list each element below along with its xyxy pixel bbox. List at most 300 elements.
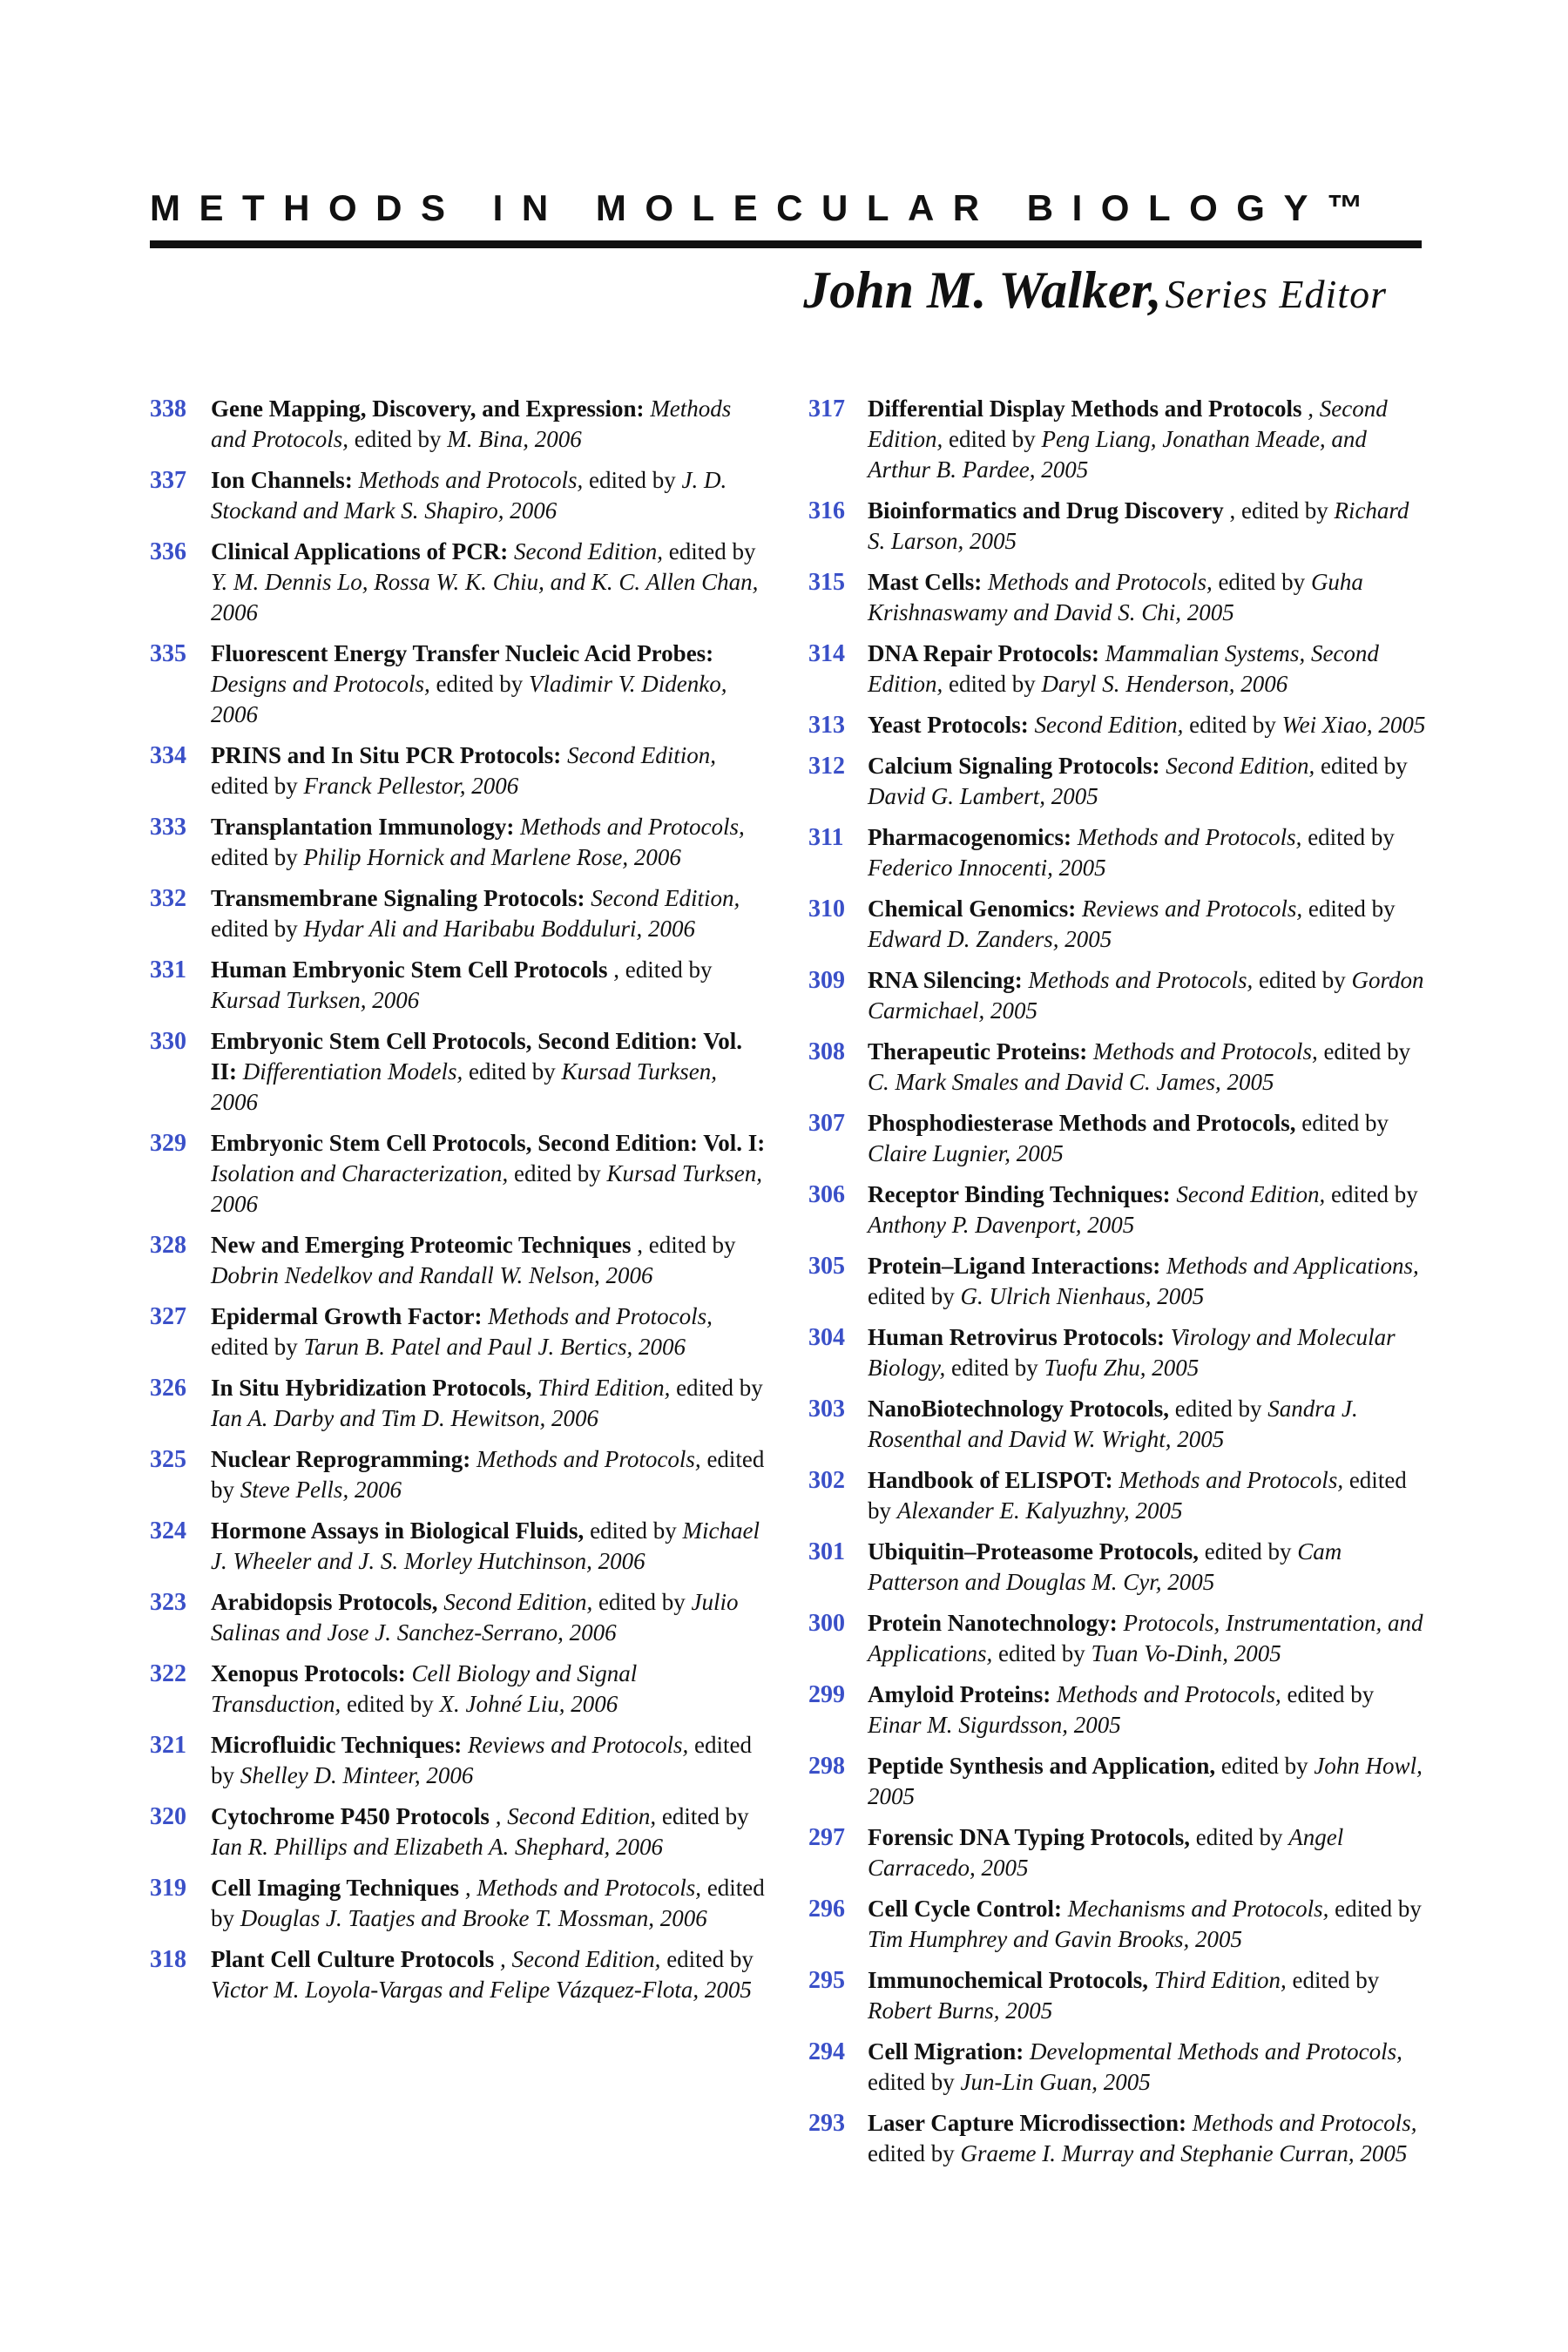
volume-number: 297 — [808, 1824, 845, 1851]
volume-subtitle: Reviews and Protocols, — [468, 1732, 689, 1758]
volume-subtitle: Second Edition, — [1166, 753, 1315, 779]
volume-text — [868, 751, 1427, 812]
volume-title: Fluorescent Energy Transfer Nucleic Acid Probes: — [211, 640, 714, 666]
volume-subtitle: Second Edition, — [1176, 1181, 1326, 1207]
volume-subtitle: Second Edition, — [443, 1589, 593, 1615]
right-column — [808, 394, 1427, 2180]
edited-by-label: edited by — [1259, 967, 1346, 993]
volume-editors: M. Bina, 2006 — [447, 426, 582, 452]
series-title: METHODS IN MOLECULAR BIOLOGY™ — [150, 187, 1382, 228]
volume-editors: G. Ulrich Nienhaus, 2005 — [960, 1283, 1205, 1309]
volume-title: Clinical Applications of PCR: — [211, 538, 509, 564]
edited-by-label: edited by — [211, 1334, 298, 1360]
volume-number: 311 — [808, 824, 844, 851]
volume-number: 310 — [808, 896, 845, 923]
volume-entry — [808, 567, 1427, 628]
volume-title: Gene Mapping, Discovery, and Expression: — [211, 395, 645, 422]
volume-subtitle: Designs and Protocols, — [211, 671, 430, 697]
volume-text — [868, 1251, 1427, 1312]
edited-by-label: , edited by — [637, 1232, 736, 1258]
volume-editors: Kursad Turksen, 2006 — [211, 1058, 718, 1115]
edited-by-label: edited by — [211, 773, 298, 799]
volume-title: Immunochemical Protocols, — [868, 1967, 1148, 1993]
volume-entry — [150, 812, 768, 873]
volume-title: Arabidopsis Protocols, — [211, 1589, 438, 1615]
header-rule — [150, 240, 1422, 248]
volume-text — [868, 1037, 1427, 1098]
volume-number: 331 — [150, 956, 186, 983]
edited-by-label: edited by — [1331, 1181, 1418, 1207]
volume-title: Microfluidic Techniques: — [211, 1732, 463, 1758]
edited-by-label: edited by — [514, 1160, 601, 1186]
volume-entry — [150, 1516, 768, 1577]
edited-by-label: edited by — [211, 916, 298, 942]
volume-number: 325 — [150, 1446, 186, 1473]
edited-by-label: edited by — [951, 1355, 1038, 1381]
volume-subtitle: Isolation and Characterization, — [211, 1160, 509, 1186]
volume-entry — [808, 639, 1427, 700]
volume-editors: Tuofu Zhu, 2005 — [1044, 1355, 1200, 1381]
volume-subtitle: Methods and Protocols, — [1028, 967, 1254, 993]
volume-text — [211, 1230, 768, 1291]
volume-text — [868, 567, 1427, 628]
volume-text — [211, 812, 768, 873]
volume-entry — [808, 2037, 1427, 2098]
volume-subtitle: , Methods and Protocols, — [464, 1875, 702, 1901]
volume-subtitle: Methods and Protocols, — [1057, 1681, 1281, 1707]
volume-subtitle: Protocols, Instrumentation, and Applications, — [868, 1610, 1423, 1666]
volume-entry — [808, 1394, 1427, 1455]
volume-title: DNA Repair Protocols: — [868, 640, 1099, 666]
volume-editors: Graeme I. Murray and Stephanie Curran, 2005 — [960, 2140, 1408, 2166]
volume-number: 303 — [808, 1396, 845, 1423]
volume-editors: David G. Lambert, 2005 — [868, 783, 1098, 809]
edited-by-label: edited by — [211, 1732, 752, 1788]
volume-text — [868, 394, 1427, 485]
volume-entry — [808, 394, 1427, 485]
volume-title: Peptide Synthesis and Application, — [868, 1753, 1216, 1779]
volume-editors: John Howl, 2005 — [868, 1753, 1423, 1809]
volume-number: 293 — [808, 2110, 845, 2137]
volume-title: New and Emerging Proteomic Techniques — [211, 1232, 632, 1258]
series-header — [150, 187, 1422, 321]
volume-number: 332 — [150, 885, 186, 912]
volume-entry — [808, 822, 1427, 883]
volume-title: Laser Capture Microdissection: — [868, 2110, 1186, 2136]
volume-title: Receptor Binding Techniques: — [868, 1181, 1171, 1207]
volume-editors: Sandra J. Rosenthal and David W. Wright, 2005 — [868, 1396, 1358, 1452]
volume-entry — [808, 2108, 1427, 2169]
volume-entry — [150, 1730, 768, 1791]
volume-text — [211, 1944, 768, 2005]
volume-title: Yeast Protocols: — [868, 712, 1029, 738]
volume-text — [211, 1128, 768, 1220]
volume-editors: Wei Xiao, 2005 — [1281, 712, 1426, 738]
edited-by-label: edited by — [666, 1946, 754, 1972]
volume-number: 299 — [808, 1681, 845, 1708]
volume-editors: Federico Innocenti, 2005 — [868, 855, 1106, 881]
volume-title: Protein Nanotechnology: — [868, 1610, 1118, 1636]
volume-subtitle: Virology and Molecular Biology, — [868, 1324, 1396, 1381]
volume-text — [211, 1444, 768, 1505]
edited-by-label: edited by — [676, 1375, 763, 1401]
volume-editors: Gordon Carmichael, 2005 — [868, 967, 1424, 1024]
volume-title: Human Embryonic Stem Cell Protocols — [211, 956, 608, 983]
volume-text — [211, 1301, 768, 1362]
edited-by-label: edited by — [589, 467, 676, 493]
volume-entry — [808, 965, 1427, 1026]
volume-number: 337 — [150, 467, 186, 494]
volume-title: Therapeutic Proteins: — [868, 1038, 1088, 1064]
edited-by-label: edited by — [347, 1691, 434, 1717]
volume-editors: Claire Lugnier, 2005 — [868, 1140, 1064, 1166]
edited-by-label: edited by — [1301, 1110, 1389, 1136]
volume-title: Mast Cells: — [868, 569, 983, 595]
volume-editors: Guha Krishnaswamy and David S. Chi, 2005 — [868, 569, 1363, 625]
volume-text — [868, 1179, 1427, 1240]
volume-editors: Anthony P. Davenport, 2005 — [868, 1212, 1135, 1238]
volume-entry — [150, 639, 768, 730]
edited-by-label: edited by — [868, 2069, 955, 2095]
volume-text — [868, 894, 1427, 955]
volume-entry — [150, 883, 768, 944]
edited-by-label: edited by — [1218, 569, 1306, 595]
volume-editors: Ian R. Phillips and Elizabeth A. Shephard, 2006 — [211, 1834, 663, 1860]
volume-text — [211, 639, 768, 730]
edited-by-label: edited by — [211, 1446, 765, 1503]
volume-entry — [150, 1373, 768, 1434]
volume-number: 318 — [150, 1946, 186, 1973]
volume-subtitle: Methods and Protocols, — [476, 1446, 701, 1472]
volume-entry — [150, 1026, 768, 1118]
volume-number: 317 — [808, 395, 845, 422]
volume-number: 319 — [150, 1875, 186, 1902]
volume-number: 295 — [808, 1967, 845, 1994]
edited-by-label: edited by — [668, 538, 756, 564]
volume-subtitle: Methods and Protocols, — [1077, 824, 1302, 850]
volume-editors: Victor M. Loyola-Vargas and Felipe Vázquez-Flota, 2005 — [211, 1977, 752, 2003]
volume-number: 335 — [150, 640, 186, 667]
volume-title: Ion Channels: — [211, 467, 353, 493]
volume-entry — [150, 955, 768, 1016]
volume-number: 313 — [808, 712, 845, 739]
volume-number: 302 — [808, 1467, 845, 1494]
volume-editors: Douglas J. Taatjes and Brooke T. Mossman, 2006 — [240, 1905, 707, 1931]
volume-number: 314 — [808, 640, 845, 667]
volume-editors: Julio Salinas and Jose J. Sanchez-Serrano, 2006 — [211, 1589, 739, 1646]
volume-text — [868, 822, 1427, 883]
volume-title: Cell Imaging Techniques — [211, 1875, 460, 1901]
volume-number: 328 — [150, 1232, 186, 1259]
edited-by-label: edited by — [211, 1875, 765, 1931]
volume-entry — [150, 465, 768, 526]
volume-number: 320 — [150, 1803, 186, 1830]
edited-by-label: edited by — [436, 671, 524, 697]
volume-editors: Cam Patterson and Douglas M. Cyr, 2005 — [868, 1538, 1342, 1595]
volume-title: Transplantation Immunology: — [211, 814, 515, 840]
volume-number: 312 — [808, 753, 845, 780]
volume-text — [868, 2108, 1427, 2169]
edited-by-label: edited by — [868, 1283, 955, 1309]
volume-entry — [150, 1659, 768, 1720]
volume-title: Cell Cycle Control: — [868, 1896, 1062, 1922]
edited-by-label: edited by — [868, 2140, 955, 2166]
volume-subtitle: Second Edition, — [567, 742, 717, 768]
editor-role: Series Editor — [1165, 272, 1387, 316]
volume-subtitle: , Second Edition, — [495, 1803, 657, 1829]
volume-title: Plant Cell Culture Protocols — [211, 1946, 495, 1972]
volume-entry — [808, 751, 1427, 812]
volume-title: Embryonic Stem Cell Protocols, Second Edition: Vol. II: — [211, 1028, 743, 1085]
volume-editors: X. Johné Liu, 2006 — [439, 1691, 618, 1717]
volume-text — [868, 1608, 1427, 1669]
volume-subtitle: Methods and Protocols, — [488, 1303, 713, 1329]
volume-title: Bioinformatics and Drug Discovery — [868, 497, 1224, 524]
volume-entry — [150, 394, 768, 455]
volume-subtitle: Methods and Protocols, — [987, 569, 1213, 595]
volume-entry — [808, 496, 1427, 557]
volume-title: Epidermal Growth Factor: — [211, 1303, 483, 1329]
volume-text — [211, 394, 768, 455]
edited-by-label: edited by — [868, 1467, 1407, 1524]
edited-by-label: edited by — [1174, 1396, 1262, 1422]
volume-entry — [808, 1680, 1427, 1740]
volume-entry — [150, 1873, 768, 1934]
volume-editors: Daryl S. Henderson, 2006 — [1041, 671, 1288, 697]
volume-number: 300 — [808, 1610, 845, 1637]
volume-editors: Edward D. Zanders, 2005 — [868, 926, 1112, 952]
volume-entry — [808, 1465, 1427, 1526]
volume-subtitle: Methods and Protocols, — [211, 395, 732, 452]
volume-entry — [808, 1322, 1427, 1383]
volume-text — [211, 1873, 768, 1934]
left-column — [150, 394, 768, 2016]
volume-text — [868, 710, 1427, 740]
edited-by-label: edited by — [998, 1640, 1085, 1666]
edited-by-label: edited by — [1308, 896, 1396, 922]
volume-text — [868, 1965, 1427, 2026]
edited-by-label: edited by — [1204, 1538, 1292, 1565]
volume-editors: Shelley D. Minteer, 2006 — [240, 1762, 474, 1788]
editor-name: John M. Walker, — [803, 261, 1162, 319]
volume-number: 308 — [808, 1038, 845, 1065]
volume-editors: Tim Humphrey and Gavin Brooks, 2005 — [868, 1926, 1242, 1952]
volume-number: 338 — [150, 395, 186, 422]
volume-editors: J. D. Stockand and Mark S. Shapiro, 2006 — [211, 467, 727, 524]
volume-entry — [808, 1037, 1427, 1098]
volume-subtitle: Methods and Protocols, — [520, 814, 745, 840]
volume-editors: Y. M. Dennis Lo, Rossa W. K. Chiu, and K. C. Allen Chan, 2006 — [211, 569, 759, 625]
volume-title: Forensic DNA Typing Protocols, — [868, 1824, 1191, 1850]
volume-title: Human Retrovirus Protocols: — [868, 1324, 1165, 1350]
volume-title: Ubiquitin–Proteasome Protocols, — [868, 1538, 1199, 1565]
volume-text — [868, 639, 1427, 700]
volume-title: Cell Migration: — [868, 2038, 1024, 2065]
volume-number: 336 — [150, 538, 186, 565]
volume-title: Transmembrane Signaling Protocols: — [211, 885, 585, 911]
edited-by-label: edited by — [1220, 1753, 1308, 1779]
volume-text — [868, 1894, 1427, 1955]
volume-entry — [808, 710, 1427, 740]
volume-text — [211, 465, 768, 526]
volume-number: 309 — [808, 967, 845, 994]
volume-number: 327 — [150, 1303, 186, 1330]
volume-number: 305 — [808, 1253, 845, 1280]
volume-text — [868, 496, 1427, 557]
volume-title: PRINS and In Situ PCR Protocols: — [211, 742, 562, 768]
volume-text — [211, 1373, 768, 1434]
volume-title: Hormone Assays in Biological Fluids, — [211, 1517, 585, 1544]
volume-title: Protein–Ligand Interactions: — [868, 1253, 1161, 1279]
edited-by-label: edited by — [661, 1803, 749, 1829]
volume-subtitle: , Second Edition, — [868, 395, 1388, 452]
volume-title: Phosphodiesterase Methods and Protocols, — [868, 1110, 1296, 1136]
volume-editors: Robert Burns, 2005 — [868, 1997, 1053, 2024]
edited-by-label: edited by — [1287, 1681, 1375, 1707]
volume-editors: Vladimir V. Didenko, 2006 — [211, 671, 727, 727]
volume-text — [868, 1322, 1427, 1383]
volume-text — [211, 883, 768, 944]
volume-number: 315 — [808, 569, 845, 596]
volume-text — [211, 1587, 768, 1648]
volume-text — [211, 537, 768, 628]
volume-text — [868, 2037, 1427, 2098]
volume-text — [868, 1680, 1427, 1740]
volume-subtitle: Methods and Protocols, — [1119, 1467, 1344, 1493]
volume-text — [211, 955, 768, 1016]
volume-editors: Franck Pellestor, 2006 — [303, 773, 519, 799]
volume-subtitle: Methods and Protocols, — [1192, 2110, 1417, 2136]
volume-text — [211, 740, 768, 801]
edited-by-label: edited by — [354, 426, 442, 452]
volume-text — [211, 1516, 768, 1577]
volume-text — [211, 1801, 768, 1862]
volume-subtitle: Developmental Methods and Protocols, — [1029, 2038, 1402, 2065]
volume-title: Amyloid Proteins: — [868, 1681, 1051, 1707]
volume-subtitle: Second Edition, — [1034, 712, 1184, 738]
volume-title: NanoBiotechnology Protocols, — [868, 1396, 1169, 1422]
volume-number: 296 — [808, 1896, 845, 1923]
volume-editors: Richard S. Larson, 2005 — [868, 497, 1409, 554]
volume-text — [211, 1730, 768, 1791]
volume-entry — [150, 1801, 768, 1862]
volume-title: Cytochrome P450 Protocols — [211, 1803, 490, 1829]
volume-subtitle: Second Edition, — [591, 885, 740, 911]
volume-subtitle: Differentiation Models, — [242, 1058, 463, 1085]
volume-subtitle: Mammalian Systems, Second Edition, — [868, 640, 1379, 697]
volume-entry — [150, 1301, 768, 1362]
volume-entry — [808, 1751, 1427, 1812]
edited-by-label: edited by — [949, 426, 1036, 452]
edited-by-label: edited by — [1335, 1896, 1422, 1922]
volume-text — [868, 965, 1427, 1026]
volume-entry — [808, 1965, 1427, 2026]
volume-entry — [150, 1444, 768, 1505]
edited-by-label: edited by — [1189, 712, 1276, 738]
volume-entry — [808, 1537, 1427, 1598]
volume-title: Xenopus Protocols: — [211, 1660, 406, 1686]
volume-entry — [808, 894, 1427, 955]
volume-text — [868, 1394, 1427, 1455]
edited-by-label: edited by — [949, 671, 1036, 697]
volume-subtitle: Reviews and Protocols, — [1081, 896, 1303, 922]
volume-editors: Philip Hornick and Marlene Rose, 2006 — [303, 844, 681, 870]
volume-title: Differential Display Methods and Protocols — [868, 395, 1302, 422]
volume-editors: Jun-Lin Guan, 2005 — [960, 2069, 1151, 2095]
volume-editors: Tuan Vo-Dinh, 2005 — [1091, 1640, 1281, 1666]
volume-entry — [150, 1230, 768, 1291]
volume-number: 322 — [150, 1660, 186, 1687]
volume-editors: Peng Liang, Jonathan Meade, and Arthur B. Pardee, 2005 — [868, 426, 1367, 483]
volume-text — [868, 1108, 1427, 1169]
volume-subtitle: Second Edition, — [514, 538, 663, 564]
volume-subtitle: Methods and Protocols, — [1092, 1038, 1318, 1064]
edited-by-label: edited by — [1195, 1824, 1283, 1850]
volume-editors: Dobrin Nedelkov and Randall W. Nelson, 2006 — [211, 1262, 653, 1288]
volume-subtitle: Cell Biology and Signal Transduction, — [211, 1660, 638, 1717]
volume-text — [868, 1822, 1427, 1883]
volume-number: 326 — [150, 1375, 186, 1402]
volume-subtitle: Methods and Applications, — [1166, 1253, 1419, 1279]
volume-subtitle: , Second Edition, — [499, 1946, 661, 1972]
series-editor — [150, 260, 1422, 321]
volume-title: Pharmacogenomics: — [868, 824, 1071, 850]
volume-number: 334 — [150, 742, 186, 769]
edited-by-label: edited by — [1308, 824, 1395, 850]
volume-number: 323 — [150, 1589, 186, 1616]
volume-entry — [808, 1179, 1427, 1240]
volume-text — [211, 1659, 768, 1720]
volume-editors: Michael J. Wheeler and J. S. Morley Hutchinson, 2006 — [211, 1517, 760, 1574]
volume-title: Handbook of ELISPOT: — [868, 1467, 1113, 1493]
volume-entry — [150, 1587, 768, 1648]
volume-entry — [808, 1822, 1427, 1883]
volume-subtitle: Third Edition, — [537, 1375, 671, 1401]
edited-by-label: , edited by — [613, 956, 713, 983]
volume-subtitle: Mechanisms and Protocols, — [1067, 1896, 1329, 1922]
volume-number: 304 — [808, 1324, 845, 1351]
volume-number: 307 — [808, 1110, 845, 1137]
volume-editors: Steve Pells, 2006 — [240, 1477, 402, 1503]
volume-editors: Kursad Turksen, 2006 — [211, 1160, 763, 1217]
edited-by-label: edited by — [211, 844, 298, 870]
volume-editors: Kursad Turksen, 2006 — [211, 987, 420, 1013]
volume-number: 329 — [150, 1130, 186, 1157]
edited-by-label: edited by — [1292, 1967, 1380, 1993]
edited-by-label: , edited by — [1229, 497, 1328, 524]
volume-editors: Einar M. Sigurdsson, 2005 — [868, 1712, 1121, 1738]
volume-title: Chemical Genomics: — [868, 896, 1077, 922]
volume-entry — [150, 740, 768, 801]
volume-number: 306 — [808, 1181, 845, 1208]
edited-by-label: edited by — [468, 1058, 556, 1085]
volume-entry — [150, 537, 768, 628]
edited-by-label: edited by — [1323, 1038, 1411, 1064]
volume-text — [868, 1465, 1427, 1526]
volume-editors: C. Mark Smales and David C. James, 2005 — [868, 1069, 1274, 1095]
volume-editors: Ian A. Darby and Tim D. Hewitson, 2006 — [211, 1405, 599, 1431]
volume-entry — [808, 1894, 1427, 1955]
volume-editors: Tarun B. Patel and Paul J. Bertics, 2006 — [303, 1334, 686, 1360]
volume-number: 316 — [808, 497, 845, 524]
volume-number: 324 — [150, 1517, 186, 1544]
volume-number: 301 — [808, 1538, 845, 1565]
volume-number: 333 — [150, 814, 186, 841]
volume-entry — [808, 1608, 1427, 1669]
volume-title: Calcium Signaling Protocols: — [868, 753, 1160, 779]
volume-entry — [150, 1128, 768, 1220]
volume-editors: Angel Carracedo, 2005 — [868, 1824, 1344, 1881]
